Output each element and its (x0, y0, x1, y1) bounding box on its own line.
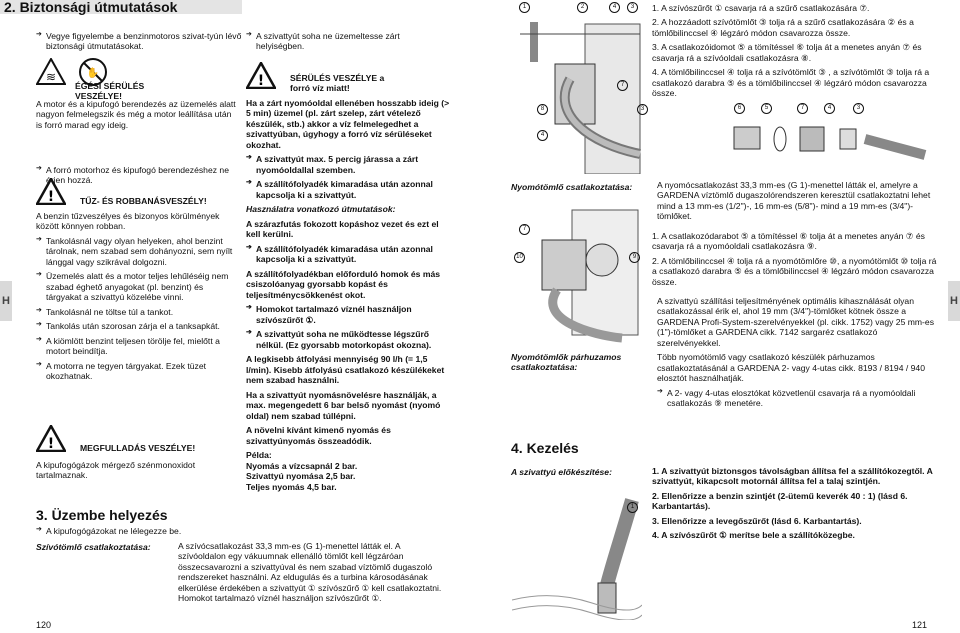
callout-4c: 4 (824, 103, 835, 114)
pressure-steps (652, 231, 942, 291)
pressure-sum-text: A növelni kívánt kimenő nyomás és szivattyúnyomás összeadódik. (246, 425, 391, 446)
injury-title: SÉRÜLÉS VESZÉLYE a forró víz miatt! (290, 73, 385, 94)
parallel-caption: Nyomótömlők párhuzamos csatlakoztatása: (511, 352, 622, 373)
injury-text: Ha a zárt nyomóoldal ellenében hosszabb ideig (> 5 min) üzemel (pl. zárt szelep, zárt vételező készülék, stb.) akkor a víz felmelegedhet a szivattyúban, úgyhogy a forró víz sérüléseket okozhat. (246, 98, 450, 150)
example-line: Nyomás a vízcsapnál 2 bar. (246, 460, 358, 471)
pressure-limit-text: Ha a szivattyút nyomásnövelésre használják, a max. megengedett 6 bar belső nyomást (nyomó oldal) nem szabad túllépni. (246, 389, 441, 421)
left-column-2-body (246, 98, 451, 492)
hot-surface-warning-icon (36, 58, 66, 85)
pressure-caption: Nyomótömlő csatlakoztatása: (511, 182, 633, 192)
example-line: Szivattyú nyomása 2,5 bar. (246, 471, 356, 482)
flow-text: A legkisebb átfolyási mennyiség 90 l/h (= 1,5 l/min). Kisebb átfolyású csatlakozó készülékeket nem szabad használni. (246, 354, 445, 386)
callout-4b: 4 (537, 130, 548, 141)
dry-run-text: A szárazfutás fokozott kopáshoz vezet és ezt el kell kerülni. (246, 218, 439, 240)
callout-4: 4 (609, 2, 620, 13)
suffocation-text: A kipufogógázok mérgező szénmonoxidot tartalmaznak. (36, 460, 196, 481)
svg-text:✋: ✋ (86, 68, 100, 79)
parallel-text: A szivattyú szállítási teljesítményének optimális kihasználását olyan csatlakozással érik el, ahol 19 mm (3/4")-tömlőket kötnek össze a GARDENA Profi-System-szerelvényekkel (pl. cikk. 1752) vagy 25 mm-es (1")-tömlőket a GARDENA cikk. 7142 sargaréz csatlakozó szerelvényekkel. (657, 296, 934, 348)
intro-item: ➔ Vegye figyelembe a benzinmotoros szivat-tyún lévő biztonsági útmutatásokat. (36, 31, 246, 52)
prepare-step: 4. A szívószűrőt ① merítse bele a szállítóközegbe. (652, 530, 855, 541)
pressure-hose-figure (512, 200, 642, 345)
callout-7: 7 (617, 80, 628, 91)
example-title: Példa: (246, 450, 272, 461)
callout-3: 3 (627, 2, 638, 13)
usage-item: ➔ A szállítófolyadék kimaradása után azonnal kapcsolja ki a szivattyút. (246, 244, 451, 265)
callout-7b: 7 (797, 103, 808, 114)
suffocation-title: MEGFULLADÁS VESZÉLYE! (80, 443, 196, 453)
fire-text: A benzin tűzveszélyes és bizonyos körülmények között könnyen robban. (36, 211, 220, 232)
prepare-step: 1. A szivattyút biztonsgos távolságban állítsa fel a szállítókozegtől. A szivattyút, kikapcsolt motornál állítsa fel a talaj szintjén. (652, 466, 933, 487)
callout-3c: 3 (853, 103, 864, 114)
callout-1b: 1 (627, 502, 638, 513)
left-column-2 (246, 31, 448, 56)
callout-10: 10 (514, 252, 525, 263)
language-side-tab: H (0, 281, 12, 321)
prepare-caption: A szivattyú előkészítése: (511, 467, 612, 477)
callout-3b: 3 (637, 104, 648, 115)
fire-item: ➔ A motorra ne tegyen tárgyakat. Ezek tüzet okozhatnak. (36, 361, 236, 382)
injury-item: ➔ A szállítófolyadék kimaradása után azonnal kapcsolja ki a szivattyút. (246, 179, 451, 200)
suction-text: A szívócsatlakozást 33,3 mm-es (G 1)-menettel látták el. A szívóoldalon egy vákuumnak ellenálló tömlőt kell légzáróan összecsavarozni a szivattyúval és nem szabad víztömlő dugaszoló rendszereket használni. Az eldugulás és a turbina károsodásának elkerülése érdekében a szivattyút ① szívószűrő ① kell csatlakoztatni. Homokot tartalmazó víznél használjon szívószűrőt ①. (178, 541, 442, 604)
suction-strainer-figure (512, 495, 642, 620)
prepare-step: 2. Ellenőrizze a benzin szintjét (2-ütemű keverék 40 : 1) (lásd 6. Karbantartás). (652, 490, 908, 512)
suction-step: 2. A hozzáadott szívótömlőt ③ tolja rá a szűrő csatlakozására ② és a tömlőbilinccsel ④ légzáró módon csavarozza össze. (652, 17, 914, 38)
warning-triangle-icon (36, 425, 66, 452)
suction-step: 1. A szívószűrőt ① csavarja rá a szűrő csatlakozására ⑦. (652, 3, 870, 13)
callout-9: 9 (629, 252, 640, 263)
connector-parts-figure (730, 115, 930, 175)
burn-item: ➔ A forró motorhoz és kipufogó berendezéshez ne érjen hozzá. (36, 165, 236, 186)
fire-item: ➔ Üzemelés alatt és a motor teljes lehűléséig nem szabad éghető anyagokat (pl. benzint) és tárgyakat a szivattyú közelébe vinni. (36, 271, 236, 302)
suction-hose-figure (510, 4, 650, 174)
callout-5: 5 (761, 103, 772, 114)
warning-triangle-icon (36, 178, 66, 205)
fire-item: ➔ Tankolásnál ne töltse túl a tankot. (36, 307, 236, 317)
svg-text:!: ! (47, 436, 55, 452)
parallel-text: Több nyomótömlő vagy csatlakozó készülék párhuzamos csatlakoztatásánál a GARDENA 2- vagy 4-utas cikk. 8193 / 8194 / 940 elosztót használhatják. (657, 352, 925, 384)
injury-item: ➔ A szivattyút max. 5 percig járassa a zárt nyomóoldallal szemben. (246, 154, 451, 175)
example-line: Teljes nyomás 4,5 bar. (246, 481, 337, 492)
pressure-step: 1. A csatlakozódarabot ⑤ a tömítéssel ⑥ tolja át a menetes anyán ⑦ és csavarja rá a nyomóoldali csatlakozásra ⑨. (652, 231, 925, 252)
fire-list (36, 236, 236, 386)
parallel-block (657, 296, 939, 413)
connector-parts-drawing (730, 115, 930, 175)
pressure-text: A nyomócsatlakozást 33,3 mm-es (G 1)-menettel látták el, amelyre a GARDENA víztömlő dugaszolórendszeren keresztül csatlakoztatni lehet mind a 13 mm-es (1/2")-, 16 mm-es (5/8")- mind a 19 mm-es (3/4")-tömlőket. (657, 180, 931, 222)
suction-strainer-drawing (512, 495, 642, 620)
usage-item: ➔ A szivattyút soha ne működtesse légszűrő nélkül. (Ez gyorsabb motorkopást okozna). (246, 329, 451, 350)
page-number-right: 121 (912, 620, 928, 631)
fire-item: ➔ Tankolásnál vagy olyan helyeken, ahol benzint tárolnak, nem szabad sem dohányozni, sem nyílt lánggal vagy szikrával dolgozni. (36, 236, 236, 267)
pressure-hose-drawing (512, 200, 642, 345)
operation-title: 3. Üzembe helyezés (36, 507, 168, 523)
suction-steps (652, 3, 942, 103)
suction-step: 3. A csatlakozóidomot ⑤ a tömítéssel ⑥ tolja át a menetes anyán ⑦ és csavarja rá a szívóoldali csatlakozásra ⑧. (652, 42, 922, 63)
operation-title: 4. Kezelés (511, 440, 579, 456)
callout-1: 1 (519, 2, 530, 13)
parallel-item: ➔ A 2- vagy 4-utas elosztókat közvetlenül csavarja rá a nyomóoldali csatlakozás ⑨ menetére. (657, 388, 939, 409)
suction-caption: Szívótömlő csatlakoztatása: (36, 542, 151, 552)
svg-text:!: ! (47, 189, 55, 205)
svg-text:≋: ≋ (45, 70, 57, 84)
fire-title: TŰZ- ÉS ROBBANÁSVESZÉLY! (80, 196, 207, 206)
warning-triangle-icon (246, 62, 276, 89)
usage-item: ➔ Homokot tartalmazó víznél használjon szívószűrőt ①. (246, 304, 451, 325)
svg-text:!: ! (257, 73, 265, 89)
language-side-tab: H (948, 281, 960, 321)
prepare-steps (652, 466, 937, 545)
callout-7c: 7 (519, 224, 530, 235)
callout-6: 6 (734, 103, 745, 114)
suction-step: 4. A tömlőbilinccsel ④ tolja rá a szívótömlőt ③ , a szívótömlőt ③ tolja rá a csatlakozó darabra ⑤ és a tömlőbilinccsel ④ légzáró módon csavarozza össze. (652, 67, 930, 99)
burn-text: A motor és a kipufogó berendezés az üzemelés alatt nagyon felmelegszik és még a motor leállítása után is forró marad egy ideig. (36, 99, 236, 130)
callout-2: 2 (577, 2, 588, 13)
fire-item: ➔ A kiömlött benzint teljesen törölje fel, mielőtt a motort beindítja. (36, 336, 236, 357)
pressure-step: 2. A tömlőbilinccsel ④ tolja rá a nyomótömlőre ⑩, a nyomótömlőt ⑩ tolja rá a csatlakozó darabra ⑤ és a tömlőbilinccsel ④ légzáró módon csavarozza össze. (652, 255, 937, 287)
suction-hose-drawing (510, 4, 650, 174)
page-number-left: 120 (36, 620, 52, 631)
fire-item: ➔ Tankolás után szorosan zárja el a tanksapkát. (36, 321, 236, 331)
suffocation-item: ➔ A kipufogógázokat ne lélegezze be. (36, 526, 246, 536)
callout-8: 8 (537, 104, 548, 115)
closed-room-item: ➔ A szivattyút soha ne üzemeltesse zárt helyiségben. (246, 31, 448, 52)
wear-text: A szállítófolyadékban előforduló homok és más csiszolóanyag gyorsabb kopást és teljesítménycsökkenést okot. (246, 268, 441, 300)
usage-caption: Használatra vonatkozó útmutatások: (246, 204, 396, 215)
section-title: 2. Biztonsági útmutatások (4, 0, 178, 15)
prepare-step: 3. Ellenőrizze a levegőszűrőt (lásd 6. Karbantartás). (652, 515, 862, 526)
burn-title: ÉGÉSI SÉRÜLÉS VESZÉLYE! (75, 81, 145, 102)
